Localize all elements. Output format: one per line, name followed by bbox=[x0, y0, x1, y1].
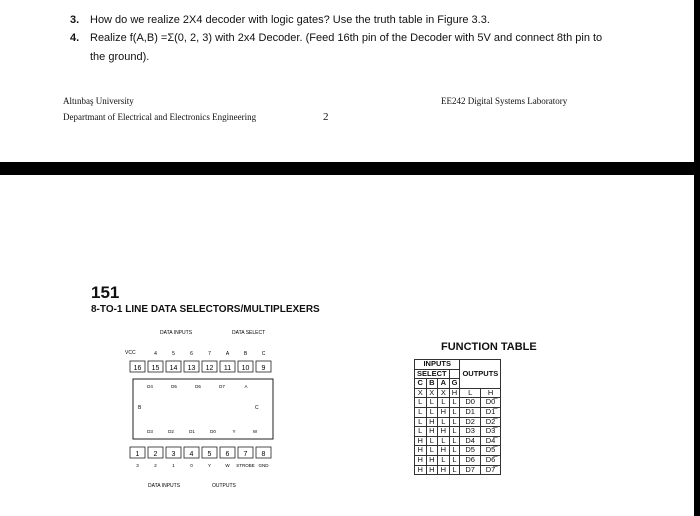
table-cell: L bbox=[449, 427, 460, 437]
pin-name: 1 bbox=[172, 463, 175, 468]
pin-number: 11 bbox=[223, 365, 232, 372]
table-cell: L bbox=[415, 427, 427, 437]
pinout-diagram bbox=[120, 325, 420, 505]
table-cell: D7̅ bbox=[480, 465, 500, 475]
question-text: Realize f(A,B) =Σ(0, 2, 3) with 2x4 Decoder. (Feed 16th pin of the Decoder with 5V and connect 8th pin to bbox=[90, 32, 603, 44]
pin-name: 3 bbox=[136, 463, 139, 468]
pin-number: 3 bbox=[171, 451, 176, 458]
bottom-pins bbox=[130, 447, 271, 458]
table-header-row bbox=[415, 360, 501, 370]
pin-name: 0 bbox=[190, 463, 193, 468]
table-cell: G bbox=[449, 379, 460, 389]
table-cell: H bbox=[449, 388, 460, 398]
pin-number: 1 bbox=[135, 451, 140, 458]
table-cell: H bbox=[415, 455, 427, 465]
bottom-data-inputs-label: DATA INPUTS bbox=[148, 483, 181, 489]
table-cell: INPUTS bbox=[415, 360, 460, 370]
table-cell: H bbox=[426, 427, 438, 437]
table-cell: L bbox=[449, 446, 460, 456]
table-cell: B bbox=[426, 379, 438, 389]
inner-label: D6 bbox=[195, 384, 201, 389]
document-page-bottom bbox=[0, 175, 694, 516]
table-cell: H bbox=[438, 465, 450, 475]
table-cell: H bbox=[415, 465, 427, 475]
pin-number: 15 bbox=[151, 365, 160, 372]
question-3 bbox=[70, 13, 490, 27]
table-cell: H bbox=[480, 388, 500, 398]
pin-number: 10 bbox=[241, 365, 250, 372]
data-inputs-label: DATA INPUTS bbox=[160, 330, 193, 336]
chip-number: 151 bbox=[91, 283, 120, 302]
table-cell: D0 bbox=[460, 398, 480, 408]
table-cell: D1̅ bbox=[480, 407, 500, 417]
top-pin-names bbox=[154, 351, 266, 357]
table-cell: D6̅ bbox=[480, 455, 500, 465]
pin-name: 5 bbox=[172, 351, 175, 357]
pin-number: 12 bbox=[205, 365, 214, 372]
table-cell: D7 bbox=[460, 465, 480, 475]
question-4 bbox=[70, 31, 670, 45]
table-cell: L bbox=[415, 407, 427, 417]
table-cell: L bbox=[426, 446, 438, 456]
table-row bbox=[415, 465, 501, 475]
table-cell: OUTPUTS bbox=[460, 360, 501, 389]
table-cell: D5 bbox=[460, 446, 480, 456]
table-cell: D3̅ bbox=[480, 427, 500, 437]
table-row bbox=[415, 455, 501, 465]
table-cell: H bbox=[438, 427, 450, 437]
table-cell: D4̅ bbox=[480, 436, 500, 446]
table-cell: L bbox=[449, 398, 460, 408]
pin-name: Y bbox=[207, 463, 212, 468]
table-cell: H bbox=[415, 446, 427, 456]
table-row bbox=[415, 427, 501, 437]
inner-label: D4 bbox=[147, 384, 153, 389]
table-cell: D6 bbox=[460, 455, 480, 465]
table-cell: C bbox=[415, 379, 427, 389]
pin-number: 13 bbox=[187, 365, 196, 372]
table-cell: H bbox=[438, 446, 450, 456]
page-number: 2 bbox=[323, 111, 329, 123]
table-cell: D5̅ bbox=[480, 446, 500, 456]
table-cell: A bbox=[438, 379, 450, 389]
pin-name: GND bbox=[258, 463, 269, 468]
inner-label: D7 bbox=[219, 384, 225, 389]
table-cell: L bbox=[415, 398, 427, 408]
table-cell: L bbox=[460, 388, 480, 398]
table-cell: D3 bbox=[460, 427, 480, 437]
function-table-title: FUNCTION TABLE bbox=[441, 341, 537, 353]
pin-number: 14 bbox=[169, 365, 178, 372]
pin-number: 6 bbox=[225, 451, 230, 458]
table-cell: D4 bbox=[460, 436, 480, 446]
inner-label: Y bbox=[232, 429, 236, 434]
pin-number: 9 bbox=[261, 365, 266, 372]
vcc-label: VCC bbox=[125, 350, 136, 356]
function-table bbox=[414, 359, 501, 475]
table-row bbox=[415, 407, 501, 417]
table-cell: L bbox=[449, 436, 460, 446]
pin-name: 6 bbox=[190, 351, 193, 357]
inner-right-label: C bbox=[255, 405, 259, 411]
pin-name: 7 bbox=[208, 351, 211, 357]
table-cell: D1 bbox=[460, 407, 480, 417]
table-cell: SELECT bbox=[415, 369, 450, 379]
table-cell: L bbox=[449, 465, 460, 475]
table-cell: D2 bbox=[460, 417, 480, 427]
table-cell: H bbox=[415, 436, 427, 446]
table-cell: X bbox=[438, 388, 450, 398]
inner-left-label: B bbox=[138, 405, 142, 411]
pin-name: B bbox=[243, 351, 248, 357]
inner-label: D5 bbox=[171, 384, 177, 389]
question-4-continuation: the ground). bbox=[90, 51, 150, 63]
university-name: Altınbaş University bbox=[63, 96, 134, 106]
table-cell: L bbox=[449, 417, 460, 427]
table-cell: X bbox=[426, 388, 438, 398]
table-cell: D0̅ bbox=[480, 398, 500, 408]
table-row bbox=[415, 446, 501, 456]
question-number: 4. bbox=[70, 32, 80, 44]
pin-name: A bbox=[225, 351, 230, 357]
inner-label: D1 bbox=[189, 429, 195, 434]
document-page-top bbox=[0, 0, 694, 162]
table-cell: H bbox=[438, 407, 450, 417]
chip-title: 8-TO-1 LINE DATA SELECTORS/MULTIPLEXERS bbox=[91, 304, 320, 315]
table-cell: X bbox=[415, 388, 427, 398]
table-cell: H bbox=[426, 417, 438, 427]
pin-number: 2 bbox=[153, 451, 158, 458]
bottom-pin-names bbox=[136, 463, 269, 468]
table-cell: L bbox=[426, 398, 438, 408]
table-cell: L bbox=[449, 455, 460, 465]
department-name: Departmant of Electrical and Electronics Engineering bbox=[63, 112, 257, 122]
pin-number: 8 bbox=[261, 451, 266, 458]
pin-number: 16 bbox=[133, 365, 142, 372]
table-cell: L bbox=[438, 417, 450, 427]
table-cell: L bbox=[438, 398, 450, 408]
question-text: How do we realize 2X4 decoder with logic gates? Use the truth table in Figure 3.3. bbox=[90, 14, 490, 26]
top-pins bbox=[130, 361, 271, 372]
lab-name: EE242 Digital Systems Laboratory bbox=[441, 96, 568, 106]
table-cell: L bbox=[438, 455, 450, 465]
data-select-label: DATA SELECT bbox=[232, 330, 266, 336]
table-cell: L bbox=[438, 436, 450, 446]
table-cell: L bbox=[426, 407, 438, 417]
pin-name: STROBE bbox=[236, 463, 255, 468]
table-cell: H bbox=[426, 465, 438, 475]
pin-name: 2 bbox=[154, 463, 157, 468]
pin-number: 4 bbox=[189, 451, 194, 458]
table-cell: D2̅ bbox=[480, 417, 500, 427]
inner-label: A bbox=[244, 384, 248, 389]
table-cell: H bbox=[426, 455, 438, 465]
pin-name: 4 bbox=[154, 351, 157, 357]
inner-label: D0 bbox=[210, 429, 216, 434]
table-cell: L bbox=[415, 417, 427, 427]
inner-bottom-labels bbox=[147, 429, 258, 434]
inner-label: D3 bbox=[147, 429, 153, 434]
pin-number: 7 bbox=[243, 451, 248, 458]
question-number: 3. bbox=[70, 14, 80, 26]
inner-label: D2 bbox=[168, 429, 174, 434]
table-cell: L bbox=[449, 407, 460, 417]
outputs-label: OUTPUTS bbox=[212, 483, 236, 489]
inner-top-labels bbox=[147, 384, 247, 389]
pin-number: 5 bbox=[207, 451, 212, 458]
pin-name: C bbox=[261, 351, 266, 357]
pin-name: W bbox=[225, 463, 230, 468]
table-cell: L bbox=[426, 436, 438, 446]
inner-label: W bbox=[252, 429, 258, 434]
